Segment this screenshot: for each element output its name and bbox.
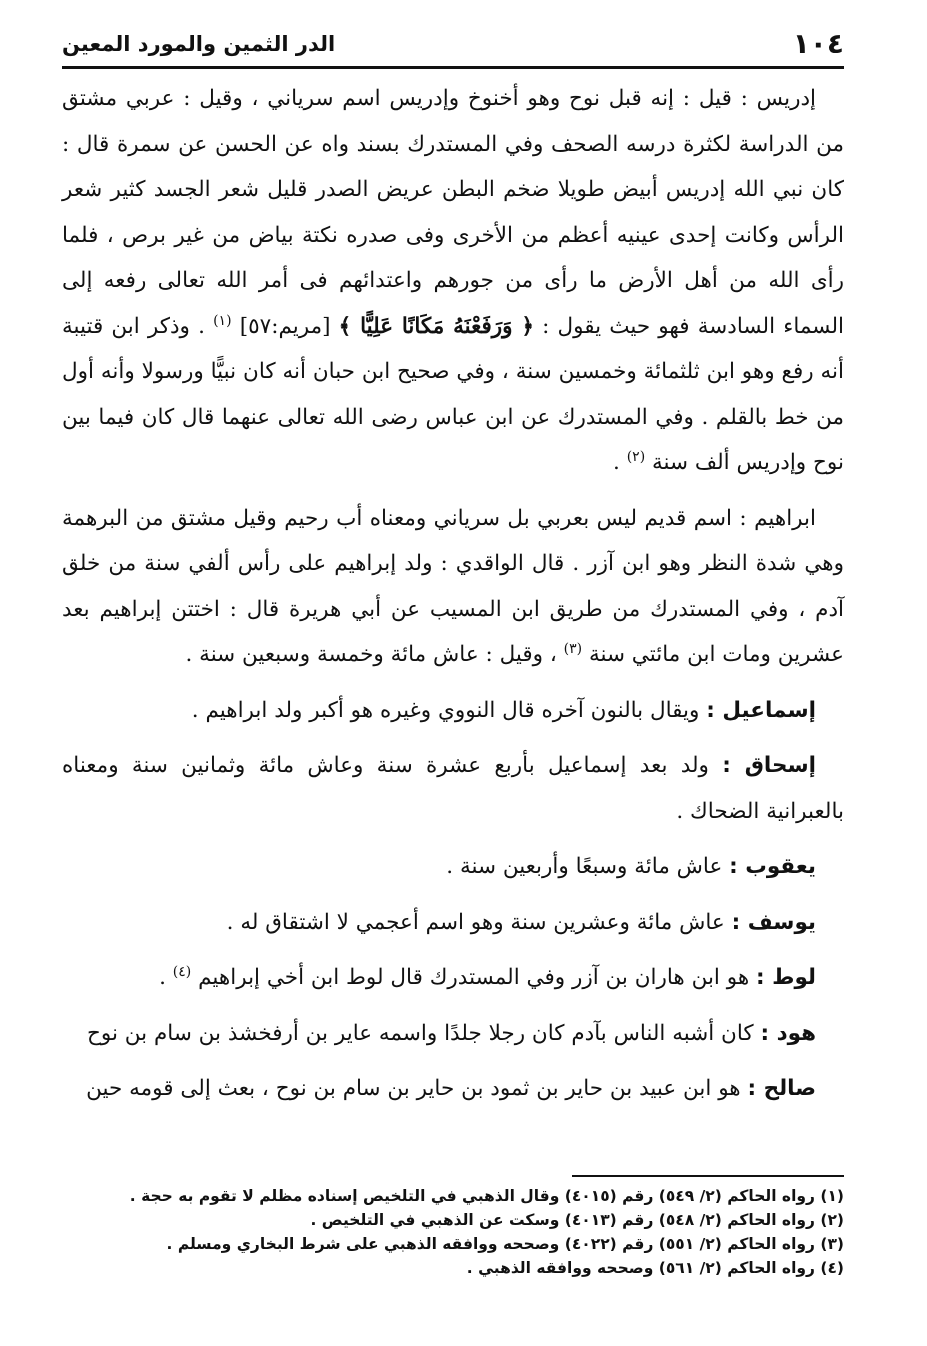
footnote-ref-2: (٢)	[626, 448, 646, 465]
entry-text: إدريس : قيل : إنه قبل نوح وهو أخنوخ وإدريس اسم سرياني ، وقيل : عربي مشتق من الدراسة لكثرة درسه الصحف وفي المستدرك بسند واه عن الحسن عن سمرة قال : كان نبي الله إدريس أبيض طويلا ضخم البطن عريض الصدر قليل شعر الجسد كثير شعر الرأس وكانت إحدى عينيه أعظم من الأخرى وفى صدره نكتة بياض من غير برص ، فلما رأى الله من أهل الأرض ما رأى من جورهم واعتدائهم فى أمر الله تعالى رفعه إلى السماء السادسة فهو حيث يقول :	[62, 86, 845, 339]
entry-term: صالح :	[747, 1076, 816, 1101]
entry-text: ابراهيم : اسم قديم ليس بعربي بل سرياني ومعناه أب رحيم وقيل مشتق من البرهمة وهي شدة النظر وهو ابن آزر . قال الواقدي : ولد إبراهيم على رأس ألفي سنة من خلق آدم ، وفي المستدرك من طريق ابن المسيب عن أبي هريرة قال : اختتن إبراهيم بعد عشرين ومات ابن مائتي سنة	[62, 505, 844, 667]
footnote-separator	[572, 1175, 844, 1177]
entry-text-end: .	[613, 450, 620, 475]
footnotes	[62, 1184, 844, 1280]
entry-ismail	[62, 688, 844, 734]
entry-ishaq	[62, 743, 844, 834]
footnote-4: (٤) رواه الحاكم (٢/ ٥٦١) وصححه ووافقه الذهبي .	[466, 1259, 844, 1277]
quran-verse: ﴿ وَرَفَعْنَهُ مَكَانًا عَلِيًّا ﴾	[338, 313, 534, 339]
entry-lut	[62, 955, 844, 1001]
entry-text: كان أشبه الناس بآدم كان رجلا جلدًا واسمه عاير بن أرفخشذ بن سام بن نوح	[86, 1020, 754, 1046]
page-number: ١٠٤	[792, 27, 844, 60]
footnote-ref-1: (١)	[213, 312, 232, 329]
entry-term: إسماعيل :	[706, 697, 816, 723]
page-header	[62, 26, 844, 66]
entry-text-continued: ، وقيل : عاش مائة وخمسة وسبعين سنة .	[185, 642, 557, 667]
entry-salih	[62, 1066, 844, 1112]
entry-term: يوسف :	[731, 909, 816, 935]
entry-term: إسحاق :	[722, 753, 816, 778]
main-text	[62, 76, 844, 1122]
footnote-1: (١) رواه الحاكم (٢/ ٥٤٩) رقم (٤٠١٥) وقال الذهبي في التلخيص إسناده مظلم لا تقوم به حجة .	[129, 1187, 844, 1205]
entry-idris	[62, 76, 844, 486]
entry-text: ولد بعد إسماعيل بأربع عشرة سنة وعاش مائة وثمانين سنة ومعناه بالعبرانية الضحاك .	[62, 753, 844, 824]
entry-ibrahim	[62, 496, 844, 678]
verse-reference: [مريم:٥٧]	[239, 313, 331, 339]
header-rule	[62, 66, 844, 69]
entry-yaqub	[62, 844, 844, 890]
entry-term: لوط :	[756, 965, 816, 990]
entry-text: هو ابن هاران بن آزر وفي المستدرك قال لوط ابن أخي إبراهيم	[198, 965, 750, 990]
entry-text: عاش مائة وعشرين سنة وهو اسم أعجمي لا اشتقاق له .	[226, 909, 725, 935]
entry-text-end: .	[159, 965, 166, 990]
footnote-ref-3: (٣)	[563, 640, 583, 657]
entry-text: ويقال بالنون آخره قال النووي وغيره هو أكبر ولد ابراهيم .	[191, 697, 700, 723]
entry-text: هو ابن عبيد بن حاير بن ثمود بن حاير بن سام بن نوح ، بعث إلى قومه حين	[86, 1076, 741, 1101]
entry-term: هود :	[760, 1020, 816, 1046]
entry-text-continued: . وذكر ابن قتيبة أنه رفع وهو ابن ثلثمائة وخمسين سنة ، وفي صحيح ابن حبان أنه كان نبيًّا ورسولا وأنه أول من خط بالقلم . وفي المستدرك عن ابن عباس رضى الله تعالى عنهما قال كان فيما بين نوح وإدريس ألف سنة	[62, 313, 844, 475]
entry-term: يعقوب :	[729, 854, 816, 879]
entry-text: عاش مائة وسبعًا وأربعين سنة .	[446, 854, 723, 879]
entry-hud	[62, 1011, 844, 1057]
entry-yusuf	[62, 900, 844, 946]
running-title: الدر الثمين والمورد المعين	[62, 32, 336, 56]
footnote-2: (٢) رواه الحاكم (٢/ ٥٤٨) رقم (٤٠١٣) وسكت عن الذهبي في التلخيص .	[310, 1211, 844, 1229]
footnote-3: (٣) رواه الحاكم (٢/ ٥٥١) رقم (٤٠٢٢) وصححه ووافقه الذهبي على شرط البخاري ومسلم .	[166, 1235, 844, 1253]
footnote-ref-4: (٤)	[172, 963, 192, 980]
